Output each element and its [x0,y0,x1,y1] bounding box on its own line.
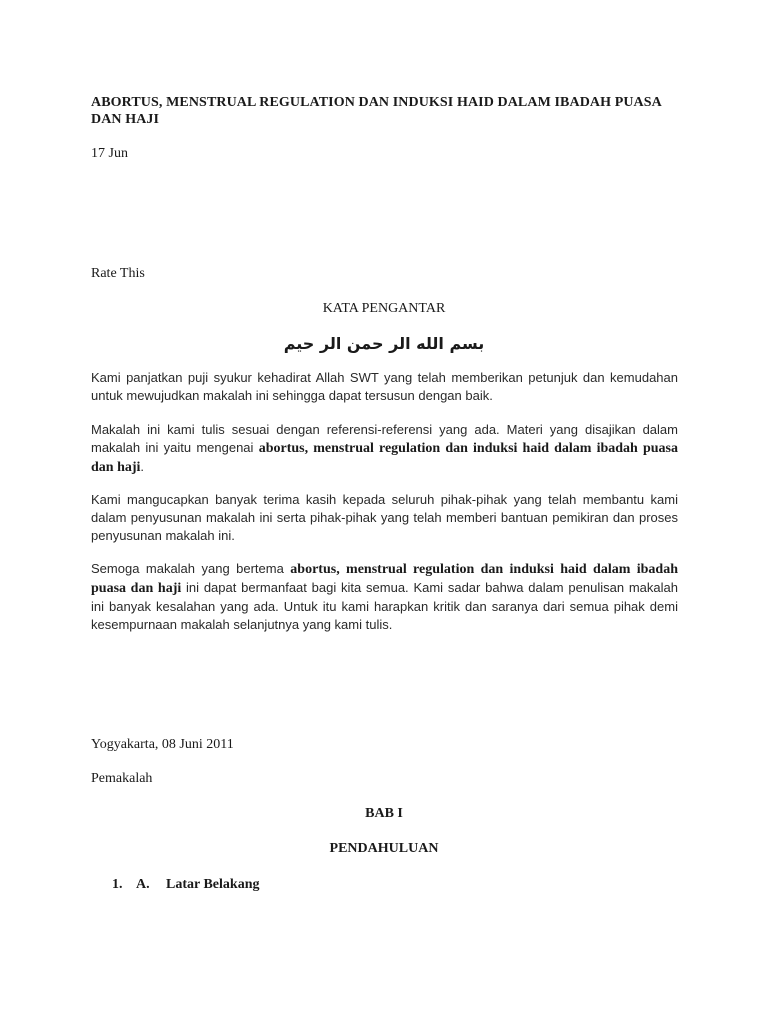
paragraph-4-end: ini dapat bermanfaat bagi kita semua. Kami sadar bahwa dalam penulisan makalah ini banyak kesalahan yang ada. Untuk itu kami harapkan kritik dan saranya dari semua pihak demi kesempurnaan makalah selanjutnya yang kami tulis. [91,580,678,632]
basmalah-text: بسم الله الر حمن الر حيم [283,334,485,353]
document-title: ABORTUS, MENSTRUAL REGULATION DAN INDUKSI HAID DALAM IBADAH PUASA DAN HAJI [91,95,662,127]
paragraph-2-bold-topic: abortus, menstrual regulation dan induksi haid dalam ibadah puasa dan haji [91,441,678,475]
list-number: 1. [112,877,123,892]
paragraph-1: Kami panjatkan puji syukur kehadirat Allah SWT yang telah memberikan petunjuk dan kemudahan untuk mewujudkan makalah ini sehingga dapat tersusun dengan baik. [91,370,678,403]
paragraph-2-text: Makalah ini kami tulis sesuai dengan referensi-referensi yang ada. Materi yang disajikan dalam makalah ini yaitu mengenai [91,422,678,455]
list-label: Latar Belakang [166,877,260,892]
paragraph-3: Kami mangucapkan banyak terima kasih kepada seluruh pihak-pihak yang telah membantu kami dalam penyusunan makalah ini serta pihak-pihak yang telah memberi bantuan pemikiran dan proses penyusunan makalah ini. [91,492,678,543]
post-date: 17 Jun [91,146,128,161]
paragraph-2 [91,421,678,477]
list-letter: A. [136,877,150,892]
preface-heading: KATA PENGANTAR [322,301,446,316]
paragraph-4-text: Semoga makalah yang bertema [91,561,291,576]
rate-this-label: Rate This [91,266,145,281]
paragraph-4 [91,560,678,634]
place-date: Yogyakarta, 08 Juni 2011 [91,737,234,752]
chapter-number: BAB I [365,806,403,821]
chapter-title: PENDAHULUAN [329,841,439,856]
author-label: Pemakalah [91,771,153,786]
paragraph-4-bold-topic: abortus, menstrual regulation dan induksi haid dalam ibadah puasa dan haji [91,562,678,596]
paragraph-2-end: . [140,459,145,474]
list-item-latar-belakang [112,876,259,894]
